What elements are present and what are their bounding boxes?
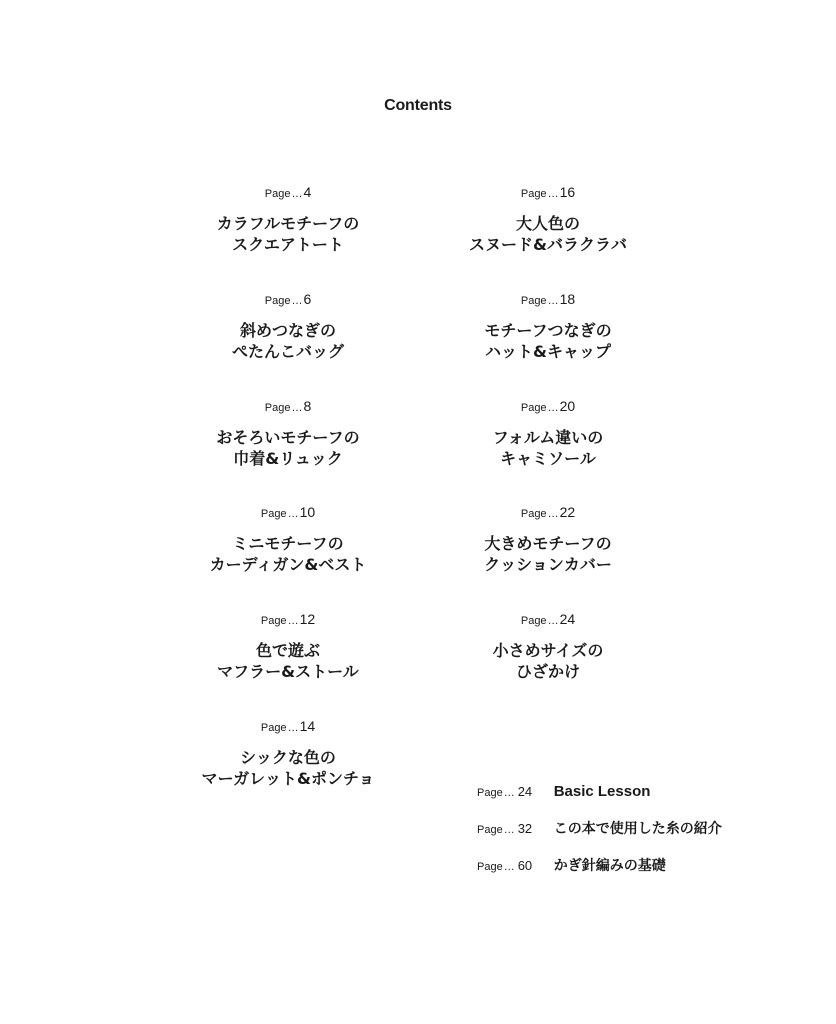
page-label: Page bbox=[520, 295, 547, 307]
page-dots: … bbox=[287, 615, 299, 627]
page-dots: … bbox=[547, 508, 559, 520]
entry-title-line1: シックな色の bbox=[240, 748, 336, 767]
page-number: 6 bbox=[303, 291, 312, 307]
entry-title-line2: クッションカバー bbox=[484, 555, 612, 574]
page-number: 18 bbox=[559, 291, 576, 307]
page-number: 24 bbox=[559, 611, 576, 627]
toc-entry[interactable] bbox=[428, 290, 668, 362]
page-reference bbox=[428, 183, 668, 201]
entry-title-line2: 巾着&リュック bbox=[233, 449, 343, 468]
page-dots: … bbox=[503, 861, 515, 873]
entry-title-line1: カラフルモチーフの bbox=[216, 214, 360, 233]
extra-entry-label: この本で使用した糸の紹介 bbox=[553, 821, 722, 837]
page-reference bbox=[168, 610, 408, 628]
toc-extra-entry[interactable] bbox=[477, 781, 650, 801]
toc-entry[interactable] bbox=[168, 290, 408, 362]
page-label: Page bbox=[264, 402, 291, 414]
entry-title-line2: ぺたんこバッグ bbox=[231, 342, 344, 361]
page-label: Page bbox=[477, 787, 503, 799]
page-label: Page bbox=[260, 722, 287, 734]
toc-entry[interactable] bbox=[428, 183, 668, 255]
page-reference bbox=[168, 183, 408, 201]
page-reference bbox=[428, 503, 668, 521]
extra-entry-label: Basic Lesson bbox=[553, 783, 651, 800]
page-label: Page bbox=[477, 824, 503, 836]
entry-title-line2: ハット&キャップ bbox=[485, 342, 611, 361]
page-label: Page bbox=[260, 508, 287, 520]
page-label: Page bbox=[520, 188, 547, 200]
entry-title-line1: 色で遊ぶ bbox=[255, 641, 320, 660]
page-dots: … bbox=[287, 722, 299, 734]
entry-title-line2: キャミソール bbox=[500, 449, 596, 468]
page-number: 10 bbox=[299, 504, 316, 520]
entry-title-line1: フォルム違いの bbox=[492, 428, 604, 447]
page-reference bbox=[168, 503, 408, 521]
entry-title-line2: スクエアトート bbox=[232, 235, 344, 254]
entry-title-line1: おそろいモチーフの bbox=[216, 428, 360, 447]
page-number: 8 bbox=[303, 398, 312, 414]
page-reference bbox=[428, 610, 668, 628]
page-label: Page bbox=[264, 188, 291, 200]
page-dots: … bbox=[503, 787, 515, 799]
entry-title-line2: スヌード&バラクラバ bbox=[469, 235, 627, 254]
page-dots: … bbox=[503, 824, 515, 836]
entry-title-line2: ひざかけ bbox=[515, 662, 580, 681]
page-number: 16 bbox=[559, 184, 576, 200]
entry-title-line2: マーガレット&ポンチョ bbox=[201, 769, 375, 788]
page-label: Page bbox=[520, 402, 547, 414]
toc-entry[interactable] bbox=[428, 397, 668, 469]
entry-title-line1: 大きめモチーフの bbox=[484, 534, 612, 553]
page-number: 4 bbox=[303, 184, 312, 200]
entry-title-line1: 斜めつなぎの bbox=[239, 321, 336, 340]
toc-entry[interactable] bbox=[428, 503, 668, 575]
page-dots: … bbox=[547, 188, 559, 200]
page-reference bbox=[168, 290, 408, 308]
page-label: Page bbox=[264, 295, 291, 307]
page-dots: … bbox=[287, 508, 299, 520]
toc-entry[interactable] bbox=[168, 397, 408, 469]
page-number: 60 bbox=[517, 858, 533, 873]
toc-entry[interactable] bbox=[168, 183, 408, 255]
page-reference bbox=[428, 397, 668, 415]
entry-title-line1: モチーフつなぎの bbox=[484, 321, 612, 340]
entry-title-line2: マフラー&ストール bbox=[217, 662, 359, 681]
toc-entry[interactable] bbox=[428, 610, 668, 682]
page-number: 32 bbox=[517, 821, 533, 836]
page-label: Page bbox=[477, 861, 503, 873]
toc-entry[interactable] bbox=[168, 610, 408, 682]
page-label: Page bbox=[260, 615, 287, 627]
entry-title-line2: カーディガン&ベスト bbox=[209, 555, 367, 574]
page-number: 14 bbox=[299, 718, 316, 734]
toc-extra-entry[interactable] bbox=[477, 855, 666, 875]
page-dots: … bbox=[291, 188, 303, 200]
page-reference bbox=[168, 717, 408, 735]
page-number: 20 bbox=[559, 398, 576, 414]
page-reference bbox=[168, 397, 408, 415]
page-reference bbox=[428, 290, 668, 308]
page-dots: … bbox=[291, 295, 303, 307]
page-dots: … bbox=[547, 615, 559, 627]
toc-extra-entry[interactable] bbox=[477, 818, 722, 838]
extra-entry-label: かぎ針編みの基礎 bbox=[553, 858, 666, 874]
page-number: 22 bbox=[559, 504, 576, 520]
page-dots: … bbox=[547, 295, 559, 307]
page-label: Page bbox=[520, 615, 547, 627]
entry-title-line1: ミニモチーフの bbox=[232, 534, 344, 553]
page-number: 12 bbox=[299, 611, 316, 627]
page-dots: … bbox=[291, 402, 303, 414]
toc-entry[interactable] bbox=[168, 717, 408, 789]
page-title: Contents bbox=[384, 97, 452, 114]
toc-entry[interactable] bbox=[168, 503, 408, 575]
page-dots: … bbox=[547, 402, 559, 414]
entry-title-line1: 大人色の bbox=[515, 214, 580, 233]
entry-title-line1: 小さめサイズの bbox=[492, 641, 604, 660]
page-number: 24 bbox=[517, 784, 533, 799]
page-label: Page bbox=[520, 508, 547, 520]
